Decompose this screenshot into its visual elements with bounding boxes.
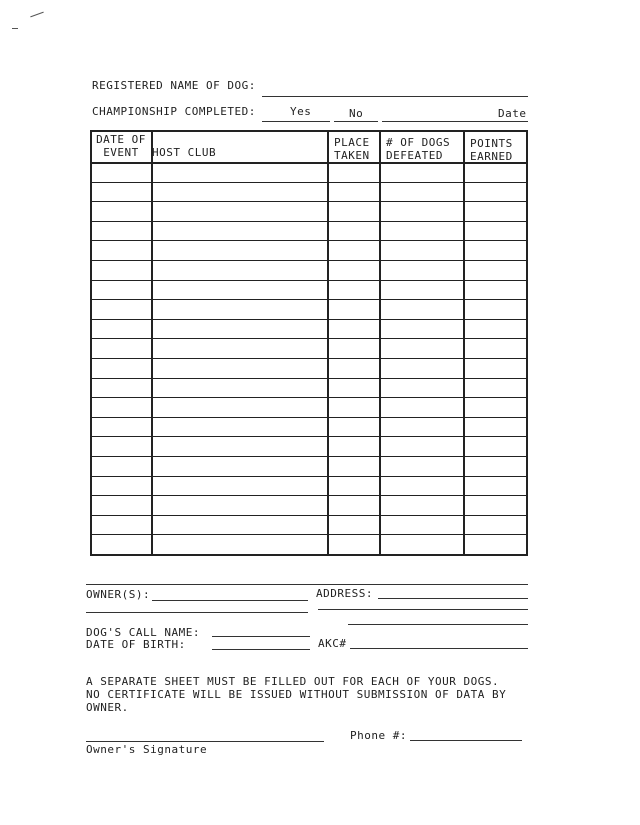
table-row-line[interactable] xyxy=(92,201,526,202)
signature-field[interactable] xyxy=(86,741,324,742)
table-row-line[interactable] xyxy=(92,417,526,418)
table-row-line[interactable] xyxy=(92,338,526,339)
column-header-points-earned: POINTS EARNED xyxy=(470,137,513,163)
table-row-line[interactable] xyxy=(92,182,526,183)
table-row-line[interactable] xyxy=(92,378,526,379)
call-name-label: DOG'S CALL NAME: xyxy=(86,626,200,639)
notice-line-1: A SEPARATE SHEET MUST BE FILLED OUT FOR EACH OF YOUR DOGS. xyxy=(86,675,500,688)
address-field-1[interactable] xyxy=(378,598,528,599)
table-row-line[interactable] xyxy=(92,260,526,261)
phone-label: Phone #: xyxy=(350,729,407,742)
table-row-line[interactable] xyxy=(92,534,526,535)
address-field-3[interactable] xyxy=(348,624,528,625)
akc-label: AKC# xyxy=(318,637,347,650)
table-row-line[interactable] xyxy=(92,280,526,281)
column-divider xyxy=(379,132,381,554)
owner-top-line xyxy=(86,584,528,585)
table-row-line[interactable] xyxy=(92,495,526,496)
owners-field[interactable] xyxy=(152,600,308,601)
table-row-line[interactable] xyxy=(92,240,526,241)
address-label: ADDRESS: xyxy=(316,587,373,600)
column-header-dogs-defeated: # OF DOGS DEFEATED xyxy=(386,136,451,162)
registered-name-label: REGISTERED NAME OF DOG: xyxy=(92,79,256,92)
dob-field[interactable] xyxy=(212,649,310,650)
table-row-line[interactable] xyxy=(92,358,526,359)
registered-name-field[interactable] xyxy=(262,96,528,97)
column-header-date-of-event: DATE OF EVENT xyxy=(96,133,146,159)
table-row-line[interactable] xyxy=(92,299,526,300)
akc-field[interactable] xyxy=(350,648,528,649)
table-row-line[interactable] xyxy=(92,436,526,437)
column-divider xyxy=(463,132,465,554)
column-header-place-taken: PLACE TAKEN xyxy=(334,136,370,162)
yes-label: Yes xyxy=(290,105,312,118)
table-row-line[interactable] xyxy=(92,319,526,320)
notice-line-2: NO CERTIFICATE WILL BE ISSUED WITHOUT SUBMISSION OF DATA BY xyxy=(86,688,507,701)
championship-no-line[interactable] xyxy=(334,121,378,122)
header-divider xyxy=(92,162,526,164)
owners-field-2[interactable] xyxy=(86,612,308,613)
call-name-field[interactable] xyxy=(212,636,310,637)
no-label: No xyxy=(349,107,364,120)
championship-date-line[interactable] xyxy=(382,121,528,122)
column-divider xyxy=(327,132,329,554)
championship-label: CHAMPIONSHIP COMPLETED: xyxy=(92,105,256,118)
date-label: Date xyxy=(498,107,527,120)
table-row-line[interactable] xyxy=(92,456,526,457)
table-row-line[interactable] xyxy=(92,515,526,516)
address-field-2[interactable] xyxy=(318,609,528,610)
dob-label: DATE OF BIRTH: xyxy=(86,638,186,651)
column-header-host-club: HOST CLUB xyxy=(152,146,217,159)
signature-label: Owner's Signature xyxy=(86,743,208,756)
scan-mark xyxy=(12,28,18,29)
table-row-line[interactable] xyxy=(92,397,526,398)
table-row-line[interactable] xyxy=(92,221,526,222)
phone-field[interactable] xyxy=(410,740,522,741)
owners-label: OWNER(S): xyxy=(86,588,151,601)
notice-line-3: OWNER. xyxy=(86,701,129,714)
event-log-table xyxy=(90,130,528,556)
column-divider xyxy=(151,132,153,554)
table-row-line[interactable] xyxy=(92,476,526,477)
scan-mark xyxy=(30,12,43,18)
championship-yes-line[interactable] xyxy=(262,121,330,122)
